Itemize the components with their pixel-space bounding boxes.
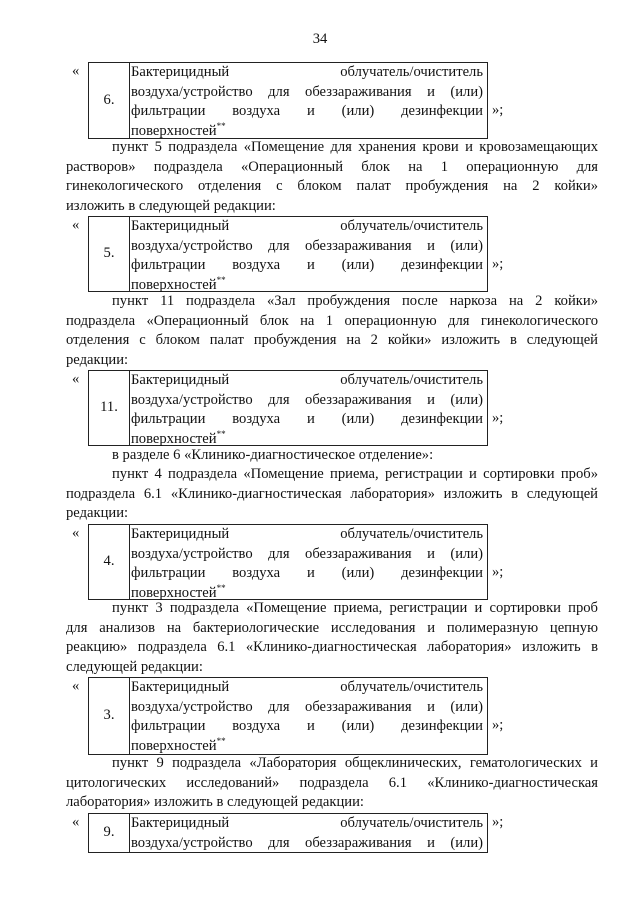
item-line: Бактерицидный облучатель/очиститель: [131, 64, 483, 80]
open-quote: «: [72, 525, 80, 541]
item-line: воздуха/устройство для обеззараживания и (или): [131, 237, 483, 254]
close-quote: »;: [492, 564, 504, 580]
footnote-marker: **: [216, 735, 226, 746]
item-line: Бактерицидный облучатель/очиститель: [131, 526, 483, 542]
footnote-marker: **: [216, 582, 226, 593]
item-text: [131, 371, 483, 449]
close-quote: »;: [492, 814, 504, 830]
paragraph-line: гинекологического отделения с блоком палат пробуждения на 2 койки»: [66, 178, 598, 194]
paragraph-line: растворов» подраздела «Операционный блок на 1 операционную для: [66, 158, 598, 175]
open-quote: «: [72, 63, 80, 79]
table-box: [88, 677, 488, 755]
paragraph-line: редакции:: [66, 351, 129, 368]
table-box: [88, 216, 488, 292]
amendment-paragraph: [66, 599, 598, 677]
paragraph-line: реакцию» подраздела 6.1 «Клинико-диагностическая лаборатория» изложить в: [66, 639, 598, 655]
paragraph-line: подраздела «Операционный блок на 1 операционную для гинекологического: [66, 312, 598, 329]
item-line: фильтрации воздуха и (или) дезинфекции: [131, 257, 483, 273]
footnote-marker: **: [216, 120, 226, 131]
item-number: 6.: [89, 63, 130, 138]
table-entry: [70, 813, 520, 853]
item-number: 9.: [89, 814, 130, 852]
table-box: [88, 62, 488, 139]
section-heading-line: в разделе 6 «Клинико-диагностическое отделение»:: [112, 447, 434, 463]
item-number: 5.: [89, 217, 130, 291]
item-line: Бактерицидный облучатель/очиститель: [131, 815, 483, 831]
item-line: воздуха/устройство для обеззараживания и (или): [131, 834, 483, 851]
table-entry: [70, 677, 520, 755]
paragraph-line: пункт 11 подраздела «Зал пробуждения после наркоза на 2 койки»: [112, 293, 598, 309]
item-text: [131, 814, 483, 853]
item-line: воздуха/устройство для обеззараживания и (или): [131, 391, 483, 408]
footnote-marker: **: [216, 428, 226, 439]
amendment-paragraph: [66, 465, 598, 524]
item-number: 11.: [89, 371, 130, 445]
table-entry: [70, 216, 520, 292]
item-line: воздуха/устройство для обеззараживания и (или): [131, 545, 483, 562]
table-entry: [70, 62, 520, 139]
close-quote: »;: [492, 410, 504, 426]
paragraph-line: подраздела 6.1 «Клинико-диагностическая лаборатория» изложить в следующей: [66, 485, 598, 502]
item-line: поверхностей**: [131, 274, 226, 293]
paragraph-line: для анализов на бактериологические исследования и полимеразную цепную: [66, 619, 598, 636]
item-number: 4.: [89, 525, 130, 599]
item-line: фильтрации воздуха и (или) дезинфекции: [131, 565, 483, 581]
amendment-paragraph: [66, 754, 598, 813]
table-box: [88, 813, 488, 853]
item-line: поверхностей**: [131, 735, 226, 754]
paragraph-line: следующей редакции:: [66, 658, 203, 675]
paragraph-line: пункт 5 подраздела «Помещение для хранения крови и кровозамещающих: [112, 139, 598, 155]
paragraph-line: лаборатория» изложить в следующей редакции:: [66, 794, 364, 810]
table-box: [88, 524, 488, 600]
close-quote: »;: [492, 102, 504, 118]
item-line: поверхностей**: [131, 428, 226, 447]
item-line: воздуха/устройство для обеззараживания и (или): [131, 698, 483, 715]
item-line: фильтрации воздуха и (или) дезинфекции: [131, 411, 483, 427]
open-quote: «: [72, 678, 80, 694]
page-number: 34: [312, 31, 328, 47]
amendment-paragraph: [66, 292, 598, 370]
paragraph-line: цитологических исследований» подраздела 6.1 «Клинико-диагностическая: [66, 774, 598, 791]
paragraph-line: пункт 9 подраздела «Лаборатория общеклинических, гематологических и: [112, 755, 598, 771]
item-number: 3.: [89, 678, 130, 754]
table-entry: [70, 524, 520, 600]
paragraph-line: пункт 3 подраздела «Помещение приема, регистрации и сортировки проб: [112, 600, 598, 616]
item-line: фильтрации воздуха и (или) дезинфекции: [131, 718, 483, 734]
item-line: воздуха/устройство для обеззараживания и (или): [131, 83, 483, 100]
table-box: [88, 370, 488, 446]
paragraph-line: отделения с блоком палат пробуждения на 2 койки» изложить в следующей: [66, 332, 598, 348]
open-quote: «: [72, 217, 80, 233]
item-line: Бактерицидный облучатель/очиститель: [131, 679, 483, 695]
item-line: фильтрации воздуха и (или) дезинфекции: [131, 103, 483, 119]
item-text: [131, 525, 483, 603]
paragraph-line: пункт 4 подраздела «Помещение приема, регистрации и сортировки проб»: [112, 466, 598, 482]
item-text: [131, 217, 483, 295]
paragraph-line: изложить в следующей редакции:: [66, 197, 276, 214]
table-entry: [70, 370, 520, 446]
item-line: поверхностей**: [131, 120, 226, 139]
item-line: Бактерицидный облучатель/очиститель: [131, 372, 483, 388]
open-quote: «: [72, 814, 80, 830]
item-text: [131, 63, 483, 141]
item-line: Бактерицидный облучатель/очиститель: [131, 218, 483, 234]
close-quote: »;: [492, 256, 504, 272]
footnote-marker: **: [216, 274, 226, 285]
amendment-paragraph: [66, 138, 598, 216]
item-line: поверхностей**: [131, 582, 226, 601]
close-quote: »;: [492, 717, 504, 733]
open-quote: «: [72, 371, 80, 387]
paragraph-line: редакции:: [66, 505, 129, 521]
item-text: [131, 678, 483, 756]
